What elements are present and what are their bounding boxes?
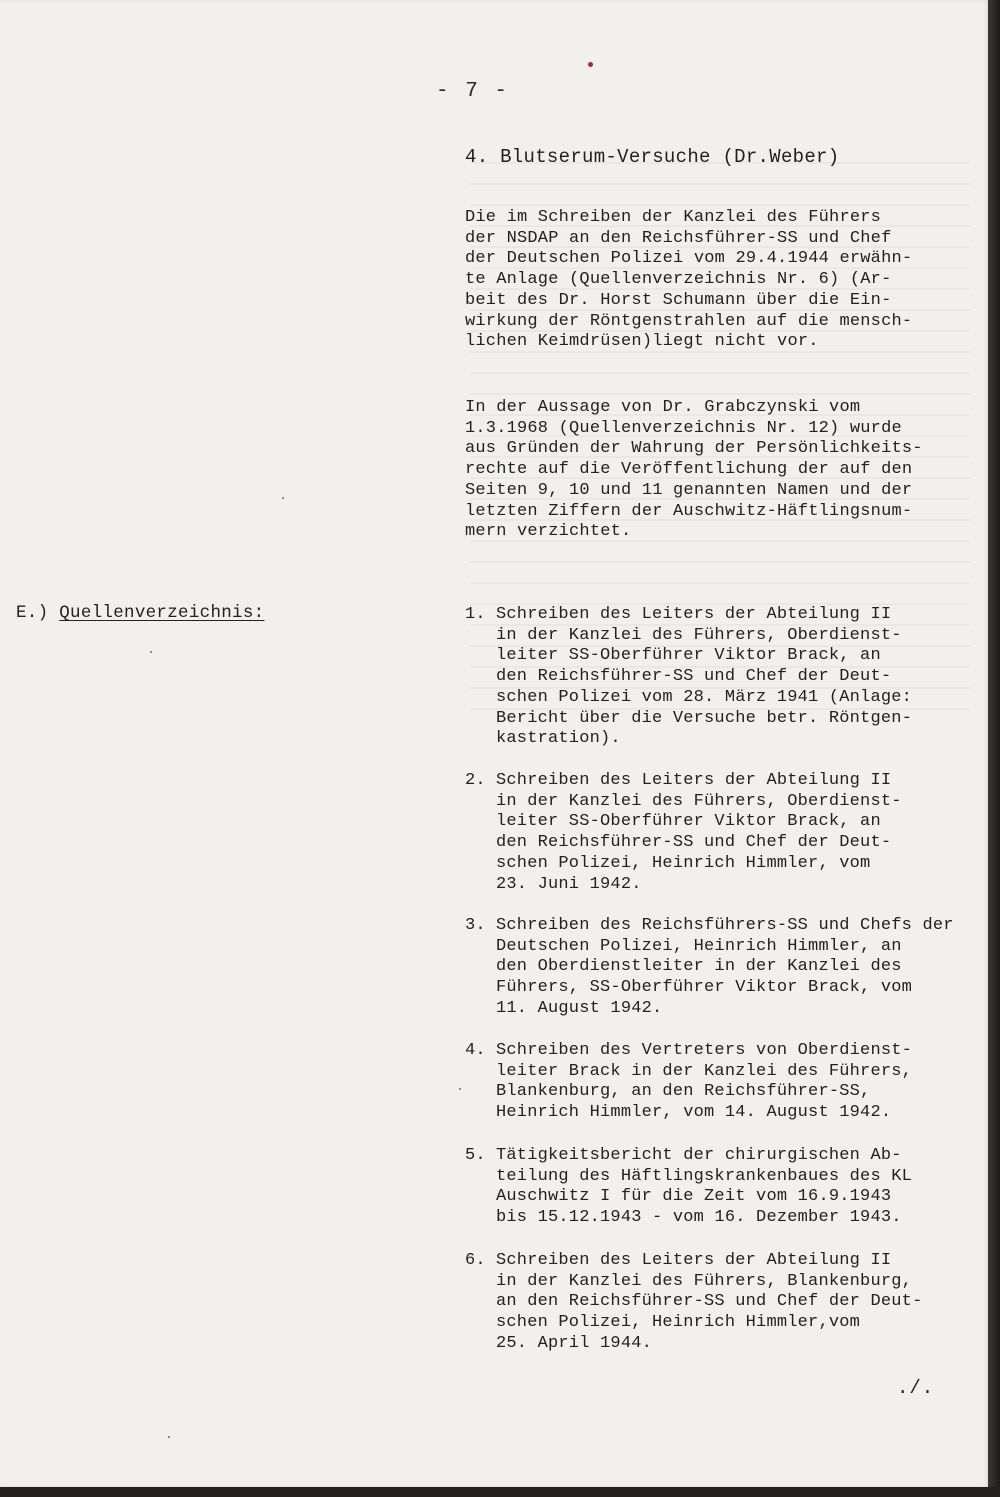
source-item-text	[496, 916, 954, 1020]
text-line: schen Polizei, Heinrich Himmler, vom	[496, 853, 871, 873]
paragraph-anlage	[465, 208, 965, 353]
text-line: rechte auf die Veröffentlichung der auf den	[465, 460, 913, 480]
source-item-text	[496, 1041, 912, 1124]
text-line: Auschwitz I für die Zeit vom 16.9.1943	[496, 1187, 892, 1207]
source-item-number: 6.	[465, 1251, 486, 1270]
text-line: leiter Brack in der Kanzlei des Führers,	[496, 1061, 913, 1081]
scan-edge-bottom	[0, 1487, 1000, 1497]
ink-speck	[588, 62, 593, 67]
text-line: Deutschen Polizei, Heinrich Himmler, an	[496, 936, 902, 956]
text-line: Schreiben des Leiters der Abteilung II	[496, 1251, 892, 1270]
text-line: 1.3.1968 (Quellenverzeichnis Nr. 12) wurde	[465, 418, 902, 438]
ink-speck	[150, 651, 152, 653]
text-line: Die im Schreiben der Kanzlei des Führers	[465, 208, 882, 227]
text-line: in der Kanzlei des Führers, Blankenburg,	[496, 1271, 913, 1291]
text-line: den Reichsführer-SS und Chef der Deut-	[496, 833, 892, 853]
text-line: an den Reichsführer-SS und Chef der Deut-	[496, 1292, 923, 1312]
text-line: Seiten 9, 10 und 11 genannten Namen und der	[465, 480, 913, 500]
ink-speck	[168, 1436, 170, 1438]
ink-speck	[459, 1088, 461, 1090]
source-list-heading	[16, 603, 264, 623]
text-line: Schreiben des Reichsführers-SS und Chefs der	[496, 916, 954, 935]
text-line: Schreiben des Leiters der Abteilung II	[496, 605, 892, 624]
source-item-text	[496, 771, 902, 895]
text-line: Schreiben des Vertreters von Oberdienst-	[496, 1041, 913, 1060]
source-item-number: 3.	[465, 916, 486, 935]
text-line: den Oberdienstleiter in der Kanzlei des	[496, 957, 902, 977]
paragraph-aussage	[465, 398, 965, 543]
text-line: 23. Juni 1942.	[496, 874, 642, 894]
scan-edge-right	[988, 0, 1000, 1497]
text-line: bis 15.12.1943 - vom 16. Dezember 1943.	[496, 1208, 902, 1228]
source-item-text	[496, 605, 912, 750]
text-line: 25. April 1944.	[496, 1333, 653, 1353]
text-line: wirkung der Röntgenstrahlen auf die mensch-	[465, 311, 913, 331]
text-line: beit des Dr. Horst Schumann über die Ein-	[465, 290, 892, 310]
source-section-label: E.)	[16, 603, 49, 623]
text-line: in der Kanzlei des Führers, Oberdienst-	[496, 625, 902, 645]
text-line: 11. August 1942.	[496, 998, 663, 1018]
text-line: aus Gründen der Wahrung der Persönlichkeits-	[465, 439, 923, 459]
text-line: letzten Ziffern der Auschwitz-Häftlingsnum-	[465, 501, 913, 521]
text-line: der Deutschen Polizei vom 29.4.1944 erwähn-	[465, 249, 913, 269]
text-line: te Anlage (Quellenverzeichnis Nr. 6) (Ar-	[465, 270, 892, 290]
text-line: leiter SS-Oberführer Viktor Brack, an	[496, 646, 881, 666]
text-line: schen Polizei, Heinrich Himmler,vom	[496, 1313, 861, 1333]
text-line: leiter SS-Oberführer Viktor Brack, an	[496, 812, 881, 832]
text-line: der NSDAP an den Reichsführer-SS und Chef	[465, 228, 892, 248]
text-line: Blankenburg, an den Reichsführer-SS,	[496, 1082, 871, 1102]
continuation-mark: ./.	[897, 1377, 935, 1399]
text-line: mern verzichtet.	[465, 522, 632, 542]
source-item-number: 1.	[465, 605, 486, 624]
text-line: Heinrich Himmler, vom 14. August 1942.	[496, 1103, 892, 1123]
ink-speck	[282, 497, 284, 499]
text-line: schen Polizei vom 28. März 1941 (Anlage:	[496, 687, 913, 707]
source-item-number: 4.	[465, 1041, 486, 1060]
text-line: Tätigkeitsbericht der chirurgischen Ab-	[496, 1146, 902, 1165]
source-item-text	[496, 1251, 922, 1355]
text-line: In der Aussage von Dr. Grabczynski vom	[465, 398, 861, 417]
source-section-title: Quellenverzeichnis:	[59, 603, 265, 623]
text-line: kastration).	[496, 729, 621, 749]
source-item-text	[496, 1146, 912, 1229]
text-line: Schreiben des Leiters der Abteilung II	[496, 771, 892, 790]
text-line: teilung des Häftlingskrankenbaues des KL	[496, 1166, 913, 1186]
text-line: Führers, SS-Oberführer Viktor Brack, vom	[496, 978, 913, 998]
page-number: - 7 -	[436, 80, 510, 103]
text-line: lichen Keimdrüsen)liegt nicht vor.	[465, 332, 819, 352]
section-heading-blutserum: 4. Blutserum-Versuche (Dr.Weber)	[465, 146, 840, 168]
source-item-number: 5.	[465, 1146, 486, 1165]
text-line: Bericht über die Versuche betr. Röntgen-	[496, 708, 913, 728]
text-line: in der Kanzlei des Führers, Oberdienst-	[496, 791, 902, 811]
text-line: den Reichsführer-SS und Chef der Deut-	[496, 667, 892, 687]
source-item-number: 2.	[465, 771, 486, 790]
